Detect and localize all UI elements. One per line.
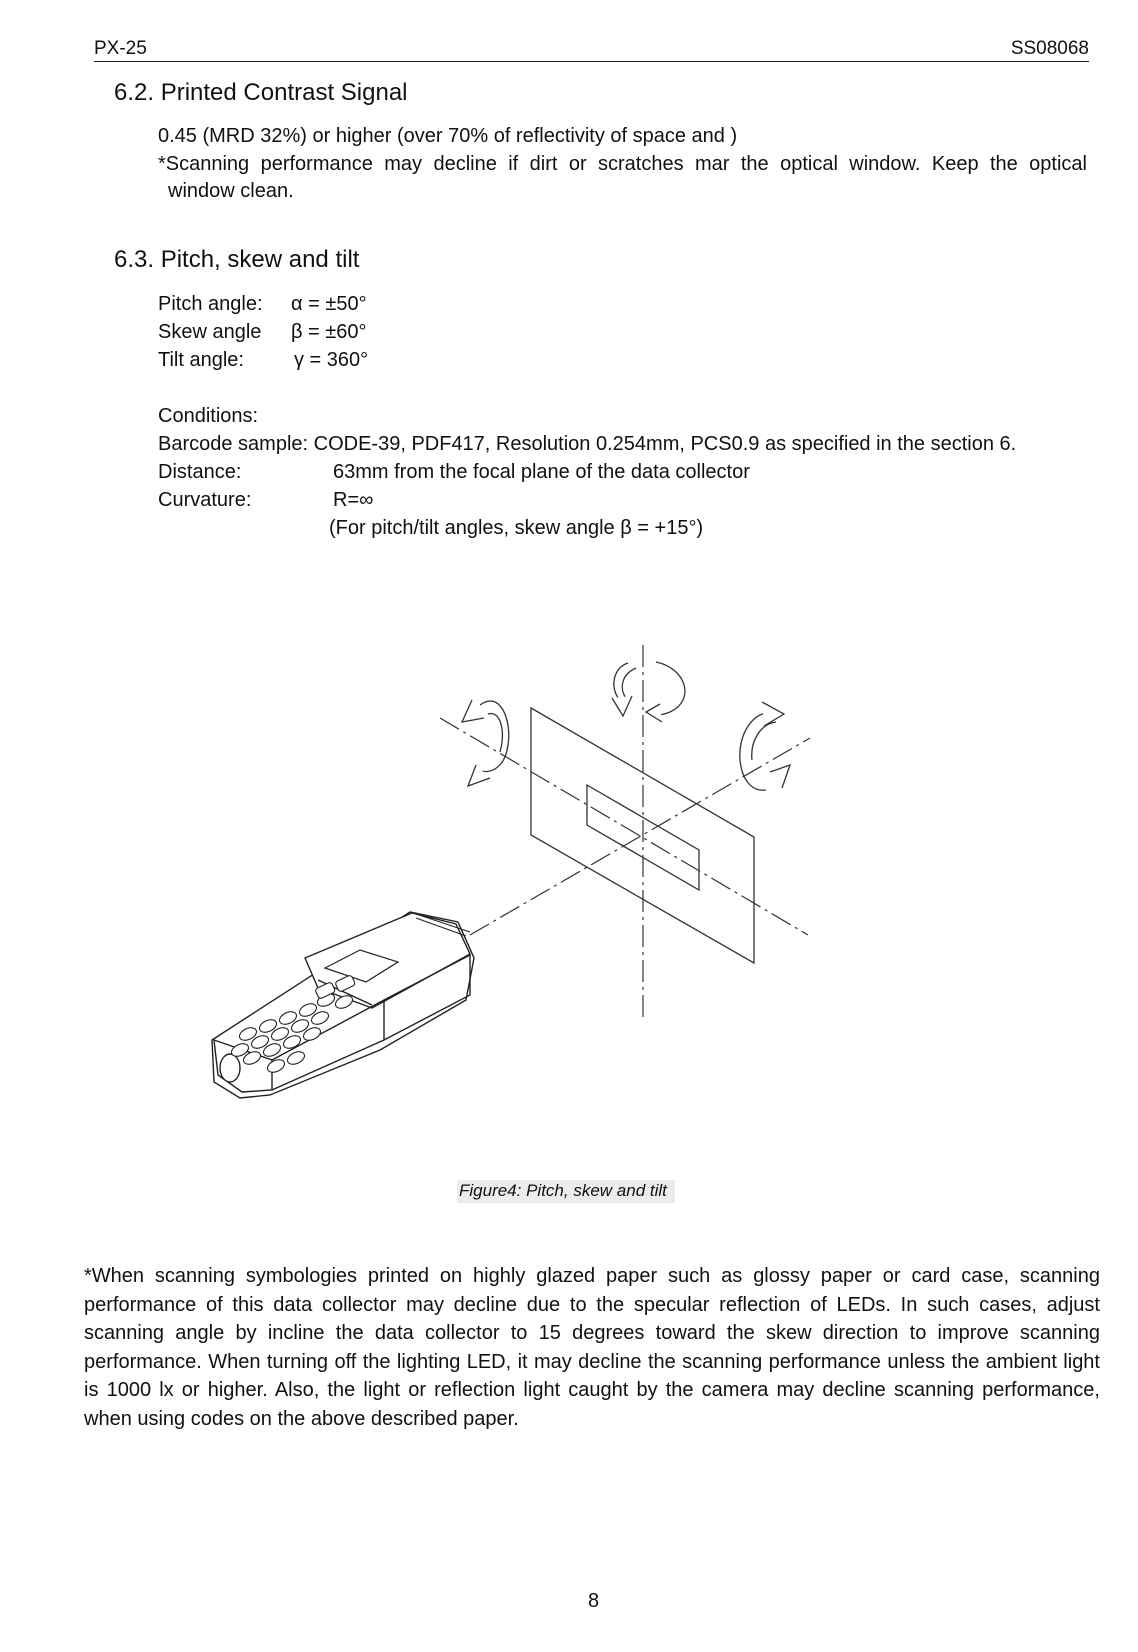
curvature-label: Curvature: [158,489,252,511]
curvature-note: (For pitch/tilt angles, skew angle β = +15°) [329,517,704,539]
pitch-label: Pitch angle: [158,293,263,315]
conditions-label: Conditions: [158,405,259,427]
header-right: SS08068 [1010,38,1089,59]
pitch-rotation-arrow [462,700,509,786]
pcs-value-text: 0.45 (MRD 32%) or higher (over 70% of reflectivity of space and ) [158,125,738,147]
data-collector-device [212,912,474,1098]
section-6-3-heading: 6.3. Pitch, skew and tilt [114,246,360,273]
barcode-sample-line: Barcode sample: CODE-39, PDF417, Resolution 0.254mm, PCS0.9 as specified in the section 6. [158,433,1017,455]
section-6-2-heading: 6.2. Printed Contrast Signal [114,79,408,106]
skew-value: β = ±60° [291,321,367,343]
curvature-value: R=∞ [333,489,374,511]
distance-label: Distance: [158,461,242,483]
skew-label: Skew angle [158,321,262,343]
pcs-note-line1: *Scanning performance may decline if dirt or scratches mar the optical window. Keep the optical [158,153,1087,175]
skew-axis-line [440,718,808,935]
header-left: PX-25 [94,38,147,59]
tilt-value: γ = 360° [294,349,369,371]
tilt-rotation-arrow [612,662,685,722]
distance-value: 63mm from the focal plane of the data collector [333,461,750,483]
tilt-label: Tilt angle: [158,349,244,371]
pitch-value: α = ±50° [291,293,367,315]
figure-caption: Figure4: Pitch, skew and tilt [457,1180,675,1203]
page-number: 8 [588,1590,600,1612]
glossy-paper-note: *When scanning symbologies printed on highly glazed paper such as glossy paper or card case, scanning performance of this data collector may decline due to the specular reflection of LEDs. In such cases, adjust scanning angle by incline the data collector to 15 degrees toward the skew direction to improve scanning performance. When turning off the lighting LED, it may decline the scanning performance unless the ambient light is 1000 lx or higher. Also, the light or reflection light caught by the camera may decline scanning performance, when using codes on the above described paper. [84,1265,1100,1430]
pcs-note-line2: window clean. [168,180,294,202]
skew-rotation-arrow [740,702,790,790]
